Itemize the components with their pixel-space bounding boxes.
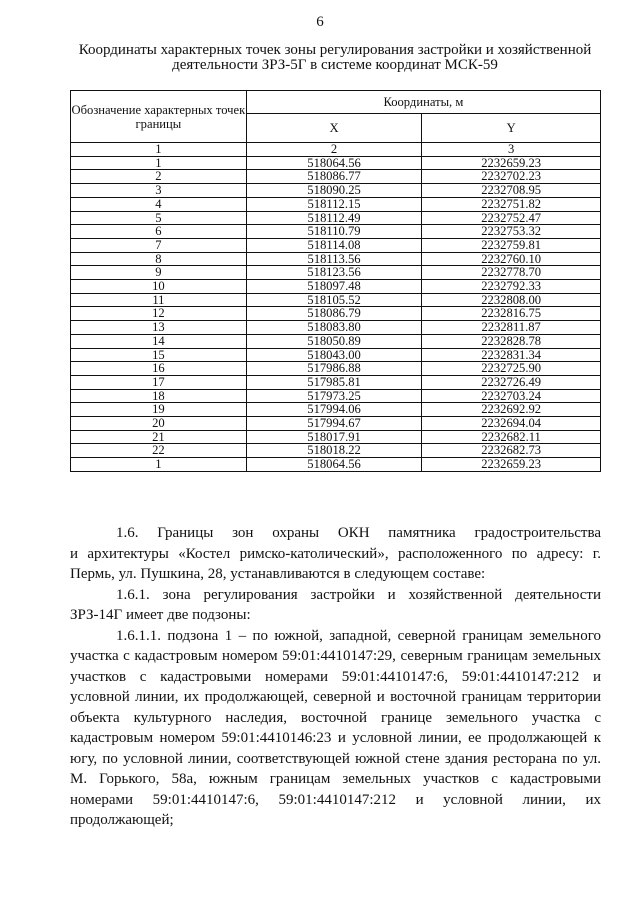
numbering-cell: 1 [71,143,247,157]
title-line-2: деятельности ЗРЗ-5Г в системе координат МСК-59 [172,57,498,73]
y-coordinate-cell: 2232792.33 [422,280,601,294]
point-number-cell: 4 [71,197,247,211]
table-row [71,348,601,362]
table-row [71,293,601,307]
point-number-cell: 22 [71,444,247,458]
table-row [71,225,601,239]
y-coordinate-cell: 2232760.10 [422,252,601,266]
table-row [71,307,601,321]
paragraph-1-line-1: 1.6. Границы зон охраны ОКН памятника градостроительства [116,525,601,541]
point-number-cell: 18 [71,389,247,403]
x-coordinate-cell: 517994.06 [246,403,422,417]
table-row [71,362,601,376]
x-coordinate-cell: 518123.56 [246,266,422,280]
x-coordinate-cell: 518110.79 [246,225,422,239]
numbering-cell: 3 [422,143,601,157]
point-number-cell: 7 [71,238,247,252]
table-row [71,430,601,444]
point-number-cell: 20 [71,417,247,431]
x-coordinate-cell: 518112.15 [246,197,422,211]
point-number-cell: 17 [71,375,247,389]
paragraph-3-rest: участка с кадастровым номером 59:01:4410147:29, северным границам земельных участков с кадастровыми номерами 59:01:4410147:6, 59:01:4410147:212 и условной линии, их продолжающей, северной и восточной границам территории объекта культурного наследия, восточной границе земельного участка с кадастровым номером 59:01:4410146:23 и условной линии, ее продолжающей к югу, по условной линии, соответствующей южной стене здания ресторана по ул. М. Горького, 58а, южным границам земельных участков с кадастровыми номерами 59:01:4410147:6, 59:01:4410147:212 и условной линии, их продолжающей; [70,648,601,828]
y-coordinate-cell: 2232828.78 [422,334,601,348]
paragraph-1-rest: и архитектуры «Костел римско-католический», расположенного по адресу: г. Пермь, ул. Пушкина, 28, устанавливаются в следующем составе: [70,545,601,582]
x-coordinate-cell: 518113.56 [246,252,422,266]
paragraph-3-line-1: 1.6.1.1. подзона 1 – по южной, западной, северной границам земельного [116,627,601,644]
y-coordinate-cell: 2232726.49 [422,375,601,389]
table-row [71,184,601,198]
table-row [71,197,601,211]
x-coordinate-cell: 518064.56 [246,458,422,472]
table-row [71,458,601,472]
x-coordinate-cell: 518017.91 [246,430,422,444]
y-coordinate-cell: 2232694.04 [422,417,601,431]
point-number-cell: 12 [71,307,247,321]
table-row [71,375,601,389]
x-coordinate-cell: 517973.25 [246,389,422,403]
y-coordinate-cell: 2232778.70 [422,266,601,280]
x-coordinate-cell: 517994.67 [246,417,422,431]
col-header-x: X [246,114,422,143]
point-number-cell: 21 [71,430,247,444]
table-row [71,389,601,403]
y-coordinate-cell: 2232831.34 [422,348,601,362]
page-number: 6 [316,14,324,30]
y-coordinate-cell: 2232753.32 [422,225,601,239]
x-coordinate-cell: 518090.25 [246,184,422,198]
point-number-cell: 2 [71,170,247,184]
x-coordinate-cell: 518018.22 [246,444,422,458]
y-coordinate-cell: 2232816.75 [422,307,601,321]
x-coordinate-cell: 518097.48 [246,280,422,294]
numbering-cell: 2 [246,143,422,157]
x-coordinate-cell: 518064.56 [246,156,422,170]
point-number-cell: 11 [71,293,247,307]
x-coordinate-cell: 518105.52 [246,293,422,307]
x-coordinate-cell: 518086.77 [246,170,422,184]
y-coordinate-cell: 2232692.92 [422,403,601,417]
table-row [71,238,601,252]
point-number-cell: 6 [71,225,247,239]
document-title [70,43,600,73]
x-coordinate-cell: 518112.49 [246,211,422,225]
y-coordinate-cell: 2232682.11 [422,430,601,444]
paragraph-2: 1.6.1. зона регулирования застройки и хозяйственной деятельности ЗРЗ-14Г имеет две подзоны: [70,586,601,623]
point-number-cell: 16 [71,362,247,376]
y-coordinate-cell: 2232752.47 [422,211,601,225]
x-coordinate-cell: 518114.08 [246,238,422,252]
y-coordinate-cell: 2232682.73 [422,444,601,458]
point-number-cell: 1 [71,156,247,170]
x-coordinate-cell: 517985.81 [246,375,422,389]
body-text [70,523,601,831]
x-coordinate-cell: 518086.79 [246,307,422,321]
y-coordinate-cell: 2232811.87 [422,321,601,335]
point-number-cell: 1 [71,458,247,472]
table-row [71,170,601,184]
y-coordinate-cell: 2232659.23 [422,156,601,170]
table-row [71,252,601,266]
table-row [71,334,601,348]
y-coordinate-cell: 2232659.23 [422,458,601,472]
y-coordinate-cell: 2232703.24 [422,389,601,403]
x-coordinate-cell: 518043.00 [246,348,422,362]
col-header-points: Обозначение характерных точек границы [71,91,247,143]
y-coordinate-cell: 2232751.82 [422,197,601,211]
y-coordinate-cell: 2232708.95 [422,184,601,198]
numbering-row [71,143,601,157]
point-number-cell: 15 [71,348,247,362]
table-row [71,417,601,431]
y-coordinate-cell: 2232702.23 [422,170,601,184]
point-number-cell: 13 [71,321,247,335]
table-body [71,156,601,471]
table-row [71,211,601,225]
y-coordinate-cell: 2232725.90 [422,362,601,376]
x-coordinate-cell: 518083.80 [246,321,422,335]
table-row [71,321,601,335]
col-header-coordinates: Координаты, м [246,91,600,114]
point-number-cell: 19 [71,403,247,417]
point-number-cell: 10 [71,280,247,294]
x-coordinate-cell: 517986.88 [246,362,422,376]
point-number-cell: 14 [71,334,247,348]
point-number-cell: 5 [71,211,247,225]
x-coordinate-cell: 518050.89 [246,334,422,348]
y-coordinate-cell: 2232808.00 [422,293,601,307]
table-row [71,444,601,458]
table-row [71,403,601,417]
coordinates-table [70,90,601,472]
table-row [71,280,601,294]
point-number-cell: 8 [71,252,247,266]
y-coordinate-cell: 2232759.81 [422,238,601,252]
table-row [71,266,601,280]
title-line-1: Координаты характерных точек зоны регулирования застройки и хозяйственной [78,42,592,58]
table-row [71,156,601,170]
col-header-y: Y [422,114,601,143]
point-number-cell: 9 [71,266,247,280]
point-number-cell: 3 [71,184,247,198]
